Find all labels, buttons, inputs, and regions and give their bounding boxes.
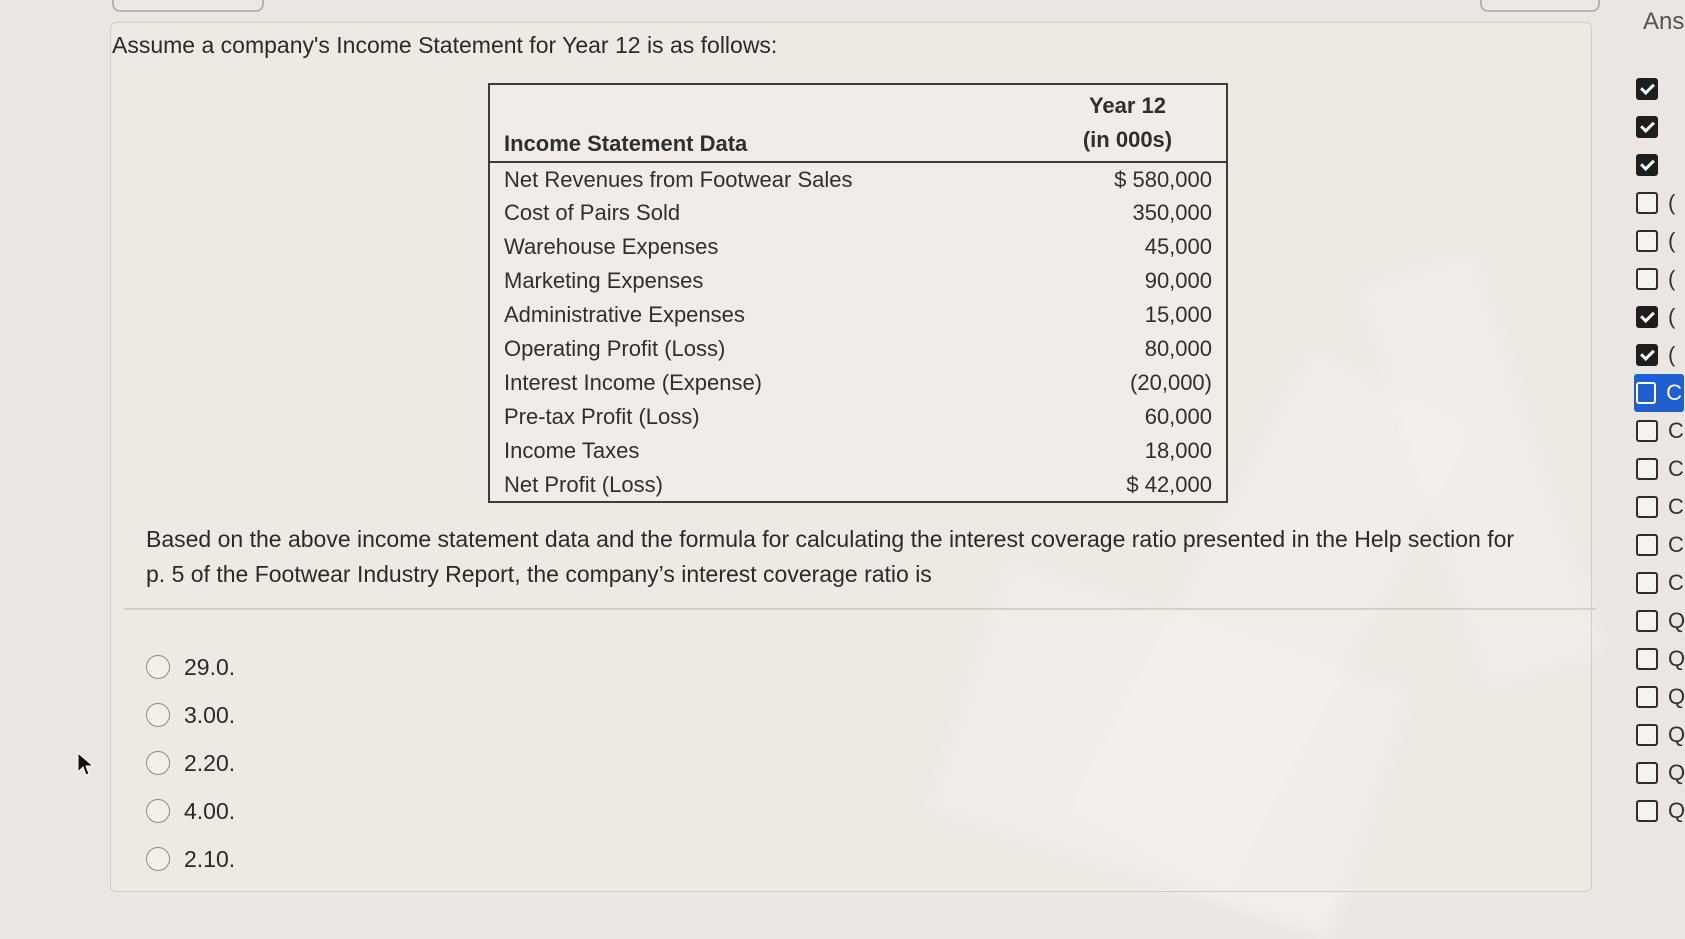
answer-option[interactable] [146,739,235,787]
unchecked-checkbox-icon[interactable] [1636,648,1658,670]
table-row [489,366,1227,400]
radio-button[interactable] [146,655,170,679]
sidebar-question-item[interactable] [1636,716,1685,754]
sidebar-question-item[interactable] [1636,678,1685,716]
sidebar-item-label: Q [1668,760,1685,785]
question-text: Based on the above income statement data and the formula for calculating the interest coverage ratio presented in the Help section for p. 5 of the Footwear Industry Report, the company’s interest coverage ratio is [146,526,1515,587]
sidebar-question-item[interactable] [1636,336,1685,374]
sidebar-question-item[interactable] [1636,564,1685,602]
row-label: Cost of Pairs Sold [504,200,681,225]
sidebar-item-label: C [1668,494,1684,519]
sidebar-item-label: Q [1668,798,1685,823]
intro-text: Assume a company's Income Statement for Year 12 is as follows: [112,32,778,58]
sidebar-item-label: ( [1668,190,1676,215]
answers-heading: Ans [1643,8,1685,35]
table-row [489,332,1227,366]
table-header-year-line2: (in 000s) [1082,127,1173,152]
checked-checkbox-icon[interactable] [1636,116,1658,138]
option-label: 2.10. [184,845,236,872]
unchecked-checkbox-icon[interactable] [1636,762,1658,784]
sidebar-question-item[interactable] [1636,260,1685,298]
sidebar-item-label: C [1668,418,1684,443]
top-tab-left[interactable] [112,0,264,12]
answer-option[interactable] [146,787,235,835]
table-header-row [489,84,1227,162]
unchecked-checkbox-icon[interactable] [1636,686,1658,708]
sidebar-question-item[interactable] [1636,754,1685,792]
option-label: 29.0. [184,653,236,680]
income-statement-table [488,83,1228,503]
checked-checkbox-icon[interactable] [1636,306,1658,328]
radio-button[interactable] [146,703,170,727]
row-label: Interest Income (Expense) [504,370,763,395]
table-header-year [1029,84,1227,162]
unchecked-checkbox-icon[interactable] [1636,268,1658,290]
sidebar-item-label: ( [1668,228,1676,253]
sidebar-item-label: ( [1668,266,1676,291]
answer-option[interactable] [146,643,235,691]
sidebar-question-item[interactable] [1636,108,1685,146]
radio-button[interactable] [146,847,170,871]
answers-sidebar [1636,70,1685,830]
sidebar-question-item[interactable] [1636,526,1685,564]
sidebar-item-label: C [1668,532,1684,557]
sidebar-item-label: Q [1668,646,1685,671]
sidebar-question-item[interactable] [1636,298,1685,336]
unchecked-checkbox-icon[interactable] [1636,192,1658,214]
table-row [489,298,1227,332]
unchecked-checkbox-icon[interactable] [1636,230,1658,252]
option-label: 2.20. [184,749,236,776]
top-tab-right[interactable] [1480,0,1600,12]
unchecked-checkbox-icon[interactable] [1636,724,1658,746]
unchecked-checkbox-icon[interactable] [1636,420,1658,442]
sidebar-question-item[interactable] [1636,640,1685,678]
option-label: 4.00. [184,797,236,824]
row-value: $ 42,000 [1126,471,1212,497]
checked-checkbox-icon[interactable] [1636,344,1658,366]
unchecked-checkbox-icon[interactable] [1636,496,1658,518]
sidebar-question-item[interactable] [1636,450,1685,488]
row-value: 45,000 [1144,234,1212,259]
row-label: Net Profit (Loss) [504,471,663,497]
row-label: Operating Profit (Loss) [504,336,726,361]
table-row [489,400,1227,434]
row-label: Administrative Expenses [504,302,745,327]
sidebar-item-label: C [1668,570,1684,595]
sidebar-item-label: Q [1668,684,1685,709]
sidebar-item-label: ( [1668,342,1676,367]
answer-options [146,643,235,883]
sidebar-question-item[interactable] [1636,222,1685,260]
row-value: 60,000 [1144,404,1212,429]
table-header-year-line1: Year 12 [1088,93,1167,118]
table-row [489,434,1227,468]
table-row [489,468,1227,502]
sidebar-question-item[interactable] [1636,412,1685,450]
sidebar-question-item[interactable] [1636,792,1685,830]
table-row [489,230,1227,264]
radio-button[interactable] [146,799,170,823]
answer-option[interactable] [146,835,235,883]
row-value: 90,000 [1144,268,1212,293]
row-value: 18,000 [1144,438,1212,463]
unchecked-checkbox-icon[interactable] [1636,800,1658,822]
table-header-label: Income Statement Data [489,84,1029,162]
unchecked-checkbox-icon[interactable] [1636,534,1658,556]
option-label: 3.00. [184,701,236,728]
table-row [489,264,1227,298]
sidebar-question-item[interactable] [1636,146,1685,184]
row-value: (20,000) [1130,370,1212,395]
checked-checkbox-icon[interactable] [1636,78,1658,100]
sidebar-question-item[interactable] [1636,602,1685,640]
sidebar-question-item[interactable] [1636,70,1685,108]
answer-option[interactable] [146,691,235,739]
radio-button[interactable] [146,751,170,775]
sidebar-item-label: C [1666,380,1682,405]
row-label: Warehouse Expenses [504,234,719,259]
table-row [489,196,1227,230]
row-label: Pre-tax Profit (Loss) [504,404,700,429]
sidebar-question-item[interactable] [1636,184,1685,222]
unchecked-checkbox-icon[interactable] [1636,382,1656,404]
row-value: $ 580,000 [1114,166,1212,192]
sidebar-item-label: ( [1668,304,1676,329]
row-label: Marketing Expenses [504,268,704,293]
row-label: Income Taxes [504,438,640,463]
sidebar-item-label: C [1668,456,1684,481]
table-row [489,162,1227,196]
row-value: 350,000 [1132,200,1212,225]
unchecked-checkbox-icon[interactable] [1636,458,1658,480]
row-label: Net Revenues from Footwear Sales [504,166,853,192]
sidebar-item-label: Q [1668,722,1685,747]
sidebar-question-item[interactable] [1634,374,1684,412]
unchecked-checkbox-icon[interactable] [1636,610,1658,632]
row-value: 80,000 [1144,336,1212,361]
row-value: 15,000 [1144,302,1212,327]
unchecked-checkbox-icon[interactable] [1636,572,1658,594]
divider [124,608,1596,610]
sidebar-item-label: Q [1668,608,1685,633]
checked-checkbox-icon[interactable] [1636,154,1658,176]
sidebar-question-item[interactable] [1636,488,1685,526]
